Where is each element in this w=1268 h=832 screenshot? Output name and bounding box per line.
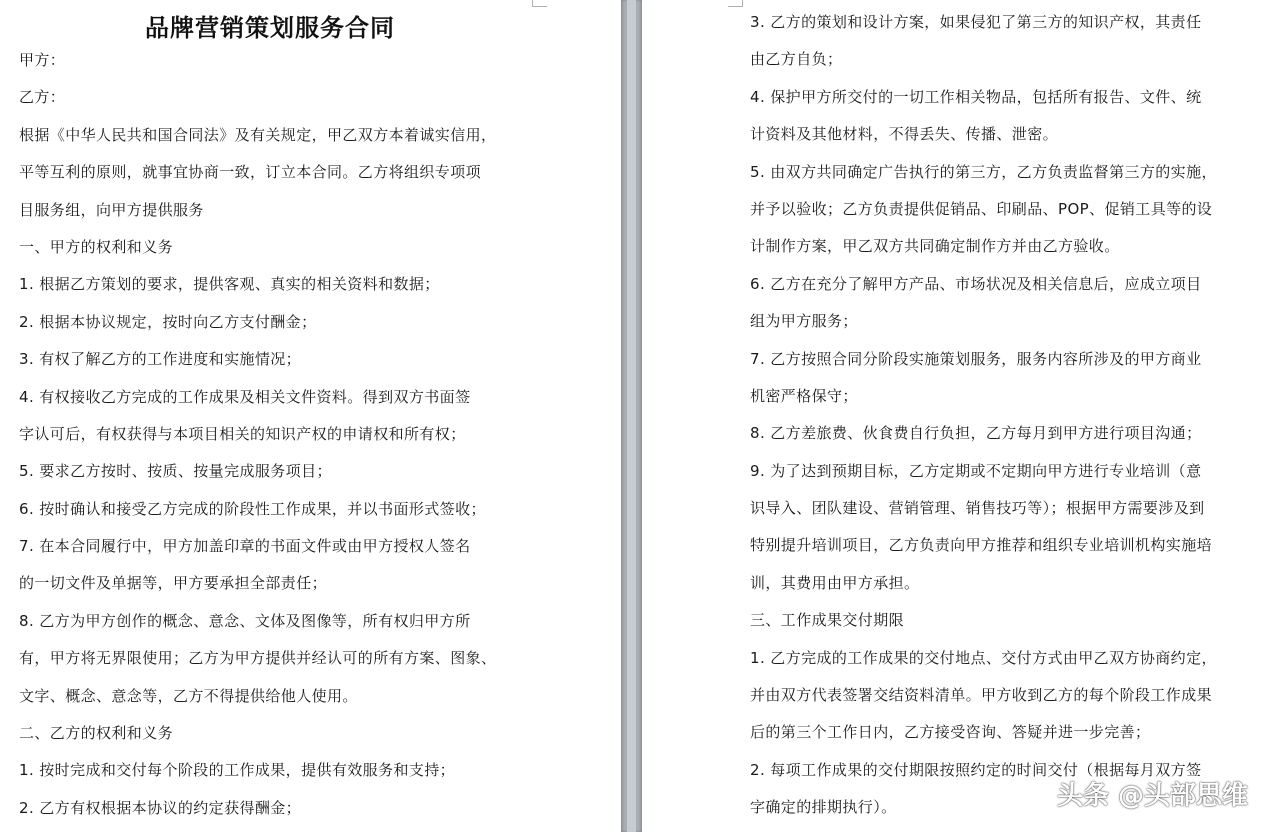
page-gutter	[621, 0, 642, 832]
left-page-text	[19, 42, 529, 827]
text-line: 的一切文件及单据等，甲方要承担全部责任；	[19, 574, 328, 593]
text-line: 8. 乙方差旅费、伙食费自行负担，乙方每月到甲方进行项目沟通；	[750, 424, 1202, 443]
text-line: 由乙方自负；	[750, 50, 843, 69]
text-line: 2. 每项工作成果的交付期限按照约定的时间交付（根据每月双方签	[750, 760, 1202, 779]
text-line: 甲方：	[19, 51, 66, 69]
text-line: 并由双方代表签署交结资料清单。甲方收到乙方的每个阶段工作成果	[750, 686, 1213, 705]
text-line: 字认可后，有权获得与本项目相关的知识产权的申请权和所有权；	[19, 424, 466, 443]
text-line: 4. 保护甲方所交付的一切工作相关物品，包括所有报告、文件、统	[750, 87, 1202, 106]
text-line: 一、甲方的权利和义务	[19, 237, 174, 256]
text-line: 计资料及其他材料，不得丢失、传播、泄密。	[750, 125, 1059, 144]
text-line: 有，甲方将无界限使用；乙方为甲方提供并经认可的所有方案、图象、	[19, 649, 497, 668]
text-line: 1. 按时完成和交付每个阶段的工作成果，提供有效服务和支持；	[19, 761, 456, 780]
text-line: 4. 有权接收乙方完成的工作成果及相关文件资料。得到双方书面签	[19, 387, 471, 406]
text-line: 1. 乙方完成的工作成果的交付地点、交付方式由甲乙双方协商约定，	[750, 648, 1217, 667]
text-line: 平等互利的原则，就事宜协商一致，订立本合同。乙方将组织专项项	[19, 163, 482, 182]
text-line: 3. 有权了解乙方的工作进度和实施情况；	[19, 350, 302, 369]
text-line: 5. 由双方共同确定广告执行的第三方，乙方负责监督第三方的实施，	[750, 162, 1217, 181]
watermark: 头条 @头部思维	[1056, 781, 1248, 811]
text-line: 二、乙方的权利和义务	[19, 724, 174, 743]
text-line: 训，其费用由甲方承担。	[750, 573, 920, 592]
page-margin-mark	[532, 0, 547, 7]
text-line: 6. 按时确认和接受乙方完成的阶段性工作成果，并以书面形式签收；	[19, 499, 486, 518]
text-line: 字确定的排期执行）。	[750, 798, 897, 817]
page-margin-mark	[728, 0, 743, 7]
text-line: 乙方：	[19, 88, 66, 107]
right-page-text	[750, 4, 1255, 827]
text-line: 识导入、团队建设、营销管理、销售技巧等）；根据甲方需要涉及到	[750, 499, 1205, 518]
text-line: 2. 根据本协议规定，按时向乙方支付酬金；	[19, 312, 317, 331]
text-line: 三、工作成果交付期限	[750, 611, 905, 630]
text-line: 5. 要求乙方按时、按质、按量完成服务项目；	[19, 462, 332, 481]
text-line: 根据《中华人民共和国合同法》及有关规定，甲乙双方本着诚实信用，	[19, 125, 497, 144]
text-line: 6. 乙方在充分了解甲方产品、市场状况及相关信息后，应成立项目	[750, 274, 1202, 293]
text-line: 1. 根据乙方策划的要求，提供客观、真实的相关资料和数据；	[19, 275, 440, 294]
text-line: 计制作方案，甲乙双方共同确定制作方并由乙方验收。	[750, 237, 1120, 256]
document-title: 品牌营销策划服务合同	[145, 13, 395, 42]
text-line: 组为甲方服务；	[750, 312, 858, 331]
text-line: 并予以验收；乙方负责提供促销品、印刷品、POP、促销工具等的设	[750, 199, 1213, 218]
document-page-right	[642, 0, 1268, 832]
text-line: 3. 乙方的策划和设计方案，如果侵犯了第三方的知识产权，其责任	[750, 13, 1202, 31]
text-line: 7. 在本合同履行中，甲方加盖印章的书面文件或由甲方授权人签名	[19, 537, 471, 556]
text-line: 8. 乙方为甲方创作的概念、意念、文体及图像等，所有权归甲方所	[19, 611, 471, 630]
text-line: 文字、概念、意念等，乙方不得提供给他人使用。	[19, 686, 358, 705]
text-line: 9. 为了达到预期目标，乙方定期或不定期向甲方进行专业培训（意	[750, 461, 1202, 480]
text-line: 特别提升培训项目，乙方负责向甲方推荐和组织专业培训机构实施培	[750, 536, 1213, 555]
text-line: 2. 乙方有权根据本协议的约定获得酬金；	[19, 798, 302, 817]
text-line: 后的第三个工作日内，乙方接受咨询、答疑并进一步完善；	[750, 723, 1151, 742]
text-line: 机密严格保守；	[750, 386, 858, 405]
text-line: 7. 乙方按照合同分阶段实施策划服务，服务内容所涉及的甲方商业	[750, 349, 1202, 368]
text-line: 目服务组，向甲方提供服务	[19, 200, 204, 219]
document-page-left	[0, 0, 621, 832]
